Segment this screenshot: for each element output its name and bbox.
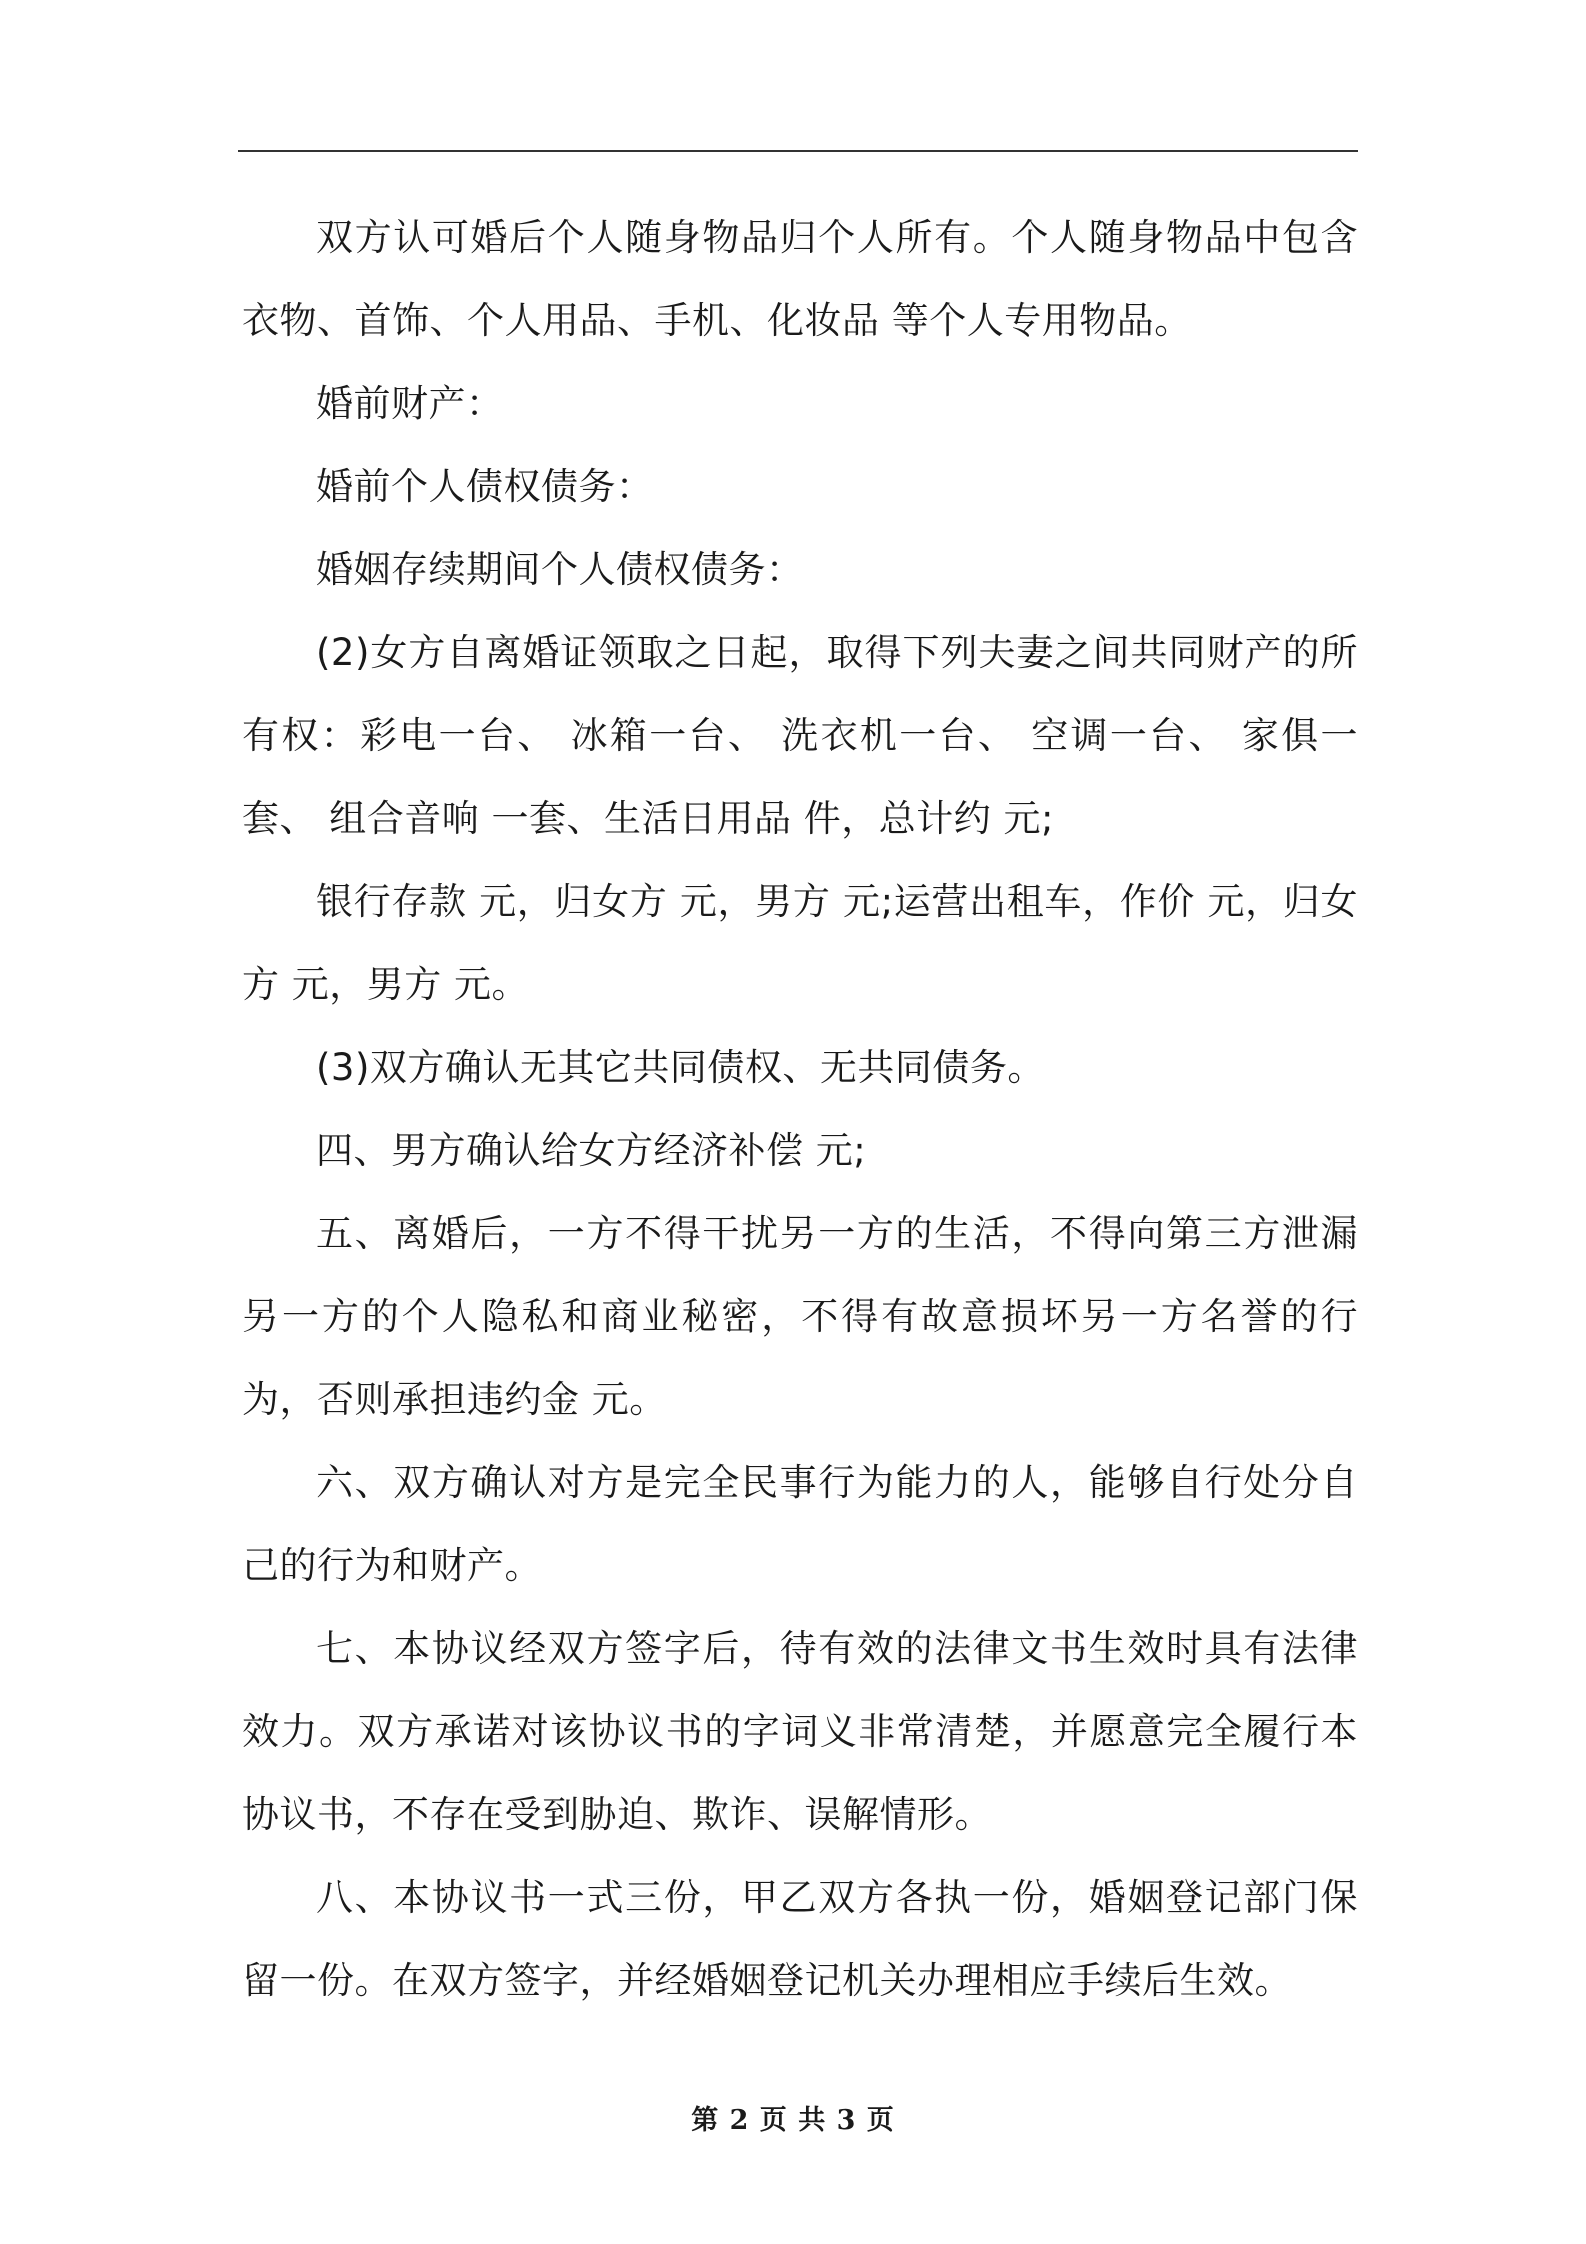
paragraph: 四、男方确认给女方经济补偿 元; [316,1129,867,1172]
paragraph: (3)双方确认无其它共同债权、无共同债务。 [316,1046,1045,1089]
paragraph: (2)女方自离婚证领取之日起，取得下列夫妻之间共同财产的所有权：彩电一台、 冰箱一台、 洗衣机一台、 空调一台、 家俱一套、 组合音响 一套、生活日用品 件，总计约 元; [242,631,1358,840]
paragraph: 双方认可婚后个人随身物品归个人所有。个人随身物品中包含衣物、首饰、个人用品、手机、化妆品 等个人专用物品。 [242,216,1358,342]
paragraph: 六、双方确认对方是完全民事行为能力的人，能够自行处分自己的行为和财产。 [242,1461,1358,1587]
document-body [242,196,1358,2022]
paragraph: 五、离婚后，一方不得干扰另一方的生活，不得向第三方泄漏另一方的个人隐私和商业秘密，不得有故意损坏另一方名誉的行为，否则承担违约金 元。 [242,1212,1358,1421]
paragraph: 七、本协议经双方签字后，待有效的法律文书生效时具有法律效力。双方承诺对该协议书的字词义非常清楚，并愿意完全履行本协议书，不存在受到胁迫、欺诈、误解情形。 [242,1627,1358,1836]
paragraph: 婚前个人债权债务： [316,465,654,508]
paragraph: 银行存款 元，归女方 元，男方 元;运营出租车，作价 元，归女方 元，男方 元。 [242,880,1358,1006]
paragraph: 婚前财产： [316,382,504,425]
paragraph: 八、本协议书一式三份，甲乙双方各执一份，婚姻登记部门保留一份。在双方签字，并经婚姻登记机关办理相应手续后生效。 [242,1876,1358,2002]
page-number: 第 2 页 共 3 页 [691,2105,895,2136]
header-rule [238,150,1358,152]
paragraph: 婚姻存续期间个人债权债务： [316,548,804,591]
